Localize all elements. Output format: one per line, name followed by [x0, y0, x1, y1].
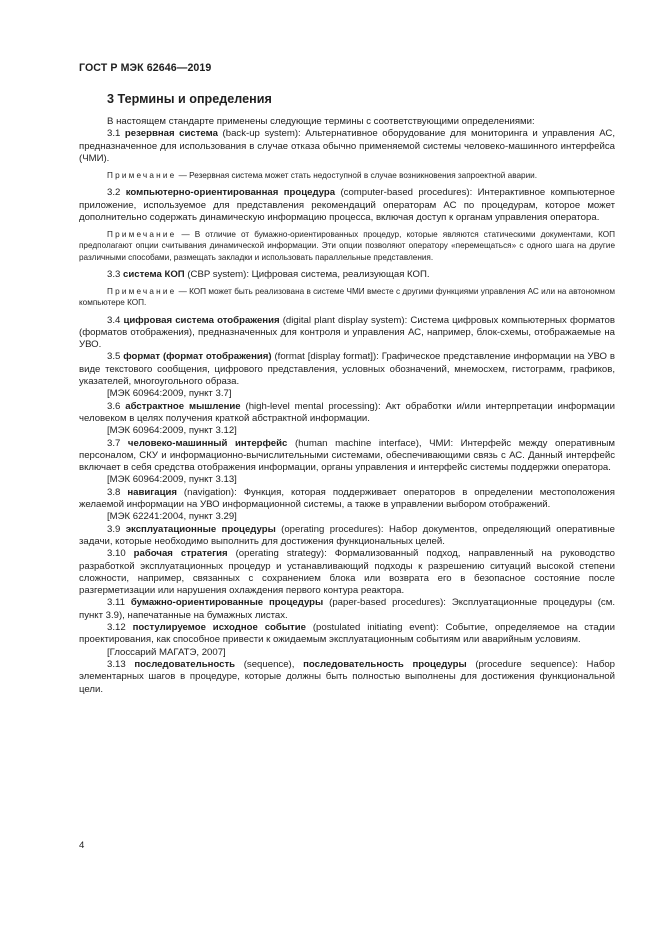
term-definition: (human machine interface), ЧМИ: Интерфейс между оперативным персоналом, СКУ и информационно-вычислительными системами, обеспечивающими связь с АС. Данный интерфейс включает в себя средства отображения информации, органы управления и интерфейс системы поддержки оператора.: [79, 437, 615, 474]
source-reference: [МЭК 60964:2009, пункт 3.12]: [107, 425, 237, 437]
term-name: абстрактное мышление: [125, 400, 241, 412]
note-label: Примечание: [107, 287, 177, 297]
term-definition: (navigation): Функция, которая поддерживает операторов в определении местоположения желаемой информации на УВО информационной системы, а также в управлении выбором отображений.: [79, 486, 615, 511]
term-number: 3.12: [107, 622, 133, 634]
note-text: — КОП может быть реализована в системе ЧМИ вместе с другими функциями управления АС или на автономном компьютере КОП.: [79, 287, 616, 308]
note-3-3: [79, 286, 615, 308]
term-name: навигация: [127, 486, 177, 498]
term-number: 3.5: [107, 351, 124, 363]
term-name-secondary: последовательность процедуры: [303, 658, 467, 670]
term-number: 3.4: [107, 314, 124, 326]
term-name: эксплуатационные процедуры: [125, 523, 276, 535]
term-name: цифровая система отображения: [123, 314, 280, 326]
term-name: компьютерно-ориентированная процедура: [125, 187, 336, 199]
term-number: 3.8: [107, 486, 128, 498]
source-reference: [МЭК 60964:2009, пункт 3.7]: [107, 388, 232, 400]
term-number: 3.6: [107, 400, 126, 412]
term-3-5: [79, 351, 615, 388]
term-synonym-intro: (sequence),: [235, 658, 304, 670]
term-number: 3.9: [107, 523, 126, 535]
term-definition: (procedure sequence): Набор элементарных шагов в процедуре, которые должны быть полностью выполнены для достижения функциональной цели.: [79, 658, 615, 695]
term-3-9: [79, 524, 615, 549]
term-3-3: [79, 269, 615, 281]
term-definition: (digital plant display system): Система цифровых компьютерных форматов (форматов отображения), предназначенных для контроля и управления АС, например, блок-схемы, отображаемые на УВО.: [79, 314, 615, 351]
term-definition: (back-up system): Альтернативное оборудование для мониторинга и управления АС, предназначенное для использования в случае отказа обычно применяемой системы человеко-машинного интерфейса (ЧМИ).: [79, 128, 615, 164]
term-3-6: [79, 401, 615, 426]
source-reference: [Глоссарий МАГАТЭ, 2007]: [107, 646, 226, 658]
term-3-13: [79, 659, 615, 696]
document-header: ГОСТ Р МЭК 62646—2019: [79, 62, 212, 74]
term-name: рабочая стратегия: [133, 548, 228, 560]
note-text: — Резервная система может стать недоступной в случае возникновения запроектной аварии.: [176, 171, 537, 181]
term-definition: (format [display format]): Графическое представление информации на УВО в виде текстового сообщения, цифрового представления, условных обозначений, мнемосхем, гистограмм, графиков, указателей, многоугольного образа.: [79, 351, 615, 388]
term-3-2: [79, 187, 615, 224]
term-definition: (paper-based procedures): Эксплуатационные процедуры (см. пункт 3.9), напечатанные на бумажных листах.: [79, 597, 615, 621]
term-definition: (operating strategy): Формализованный подход, направленный на руководство разработкой эксплуатационных процедур и устанавливающий подходы к разрешению ситуаций высокой степени сложности, например, связанных с сохранением блока или возврата его в безопасное состояние после разгерметизации или нарушения охлаждения первого контура реактора.: [79, 548, 615, 597]
term-definition: (CBP system): Цифровая система, реализующая КОП.: [184, 268, 430, 280]
source-reference: [МЭК 60964:2009, пункт 3.13]: [107, 474, 237, 486]
intro-paragraph: В настоящем стандарте применены следующие термины с соответствующими определениями:: [107, 116, 535, 127]
term-definition: (postulated initiating event): Событие, определяемое на стадии проектирования, как способное привести к ожидаемым эксплуатационным событиям или аварийным условиям.: [79, 622, 615, 646]
term-3-1: [79, 128, 615, 165]
term-number: 3.1: [107, 128, 125, 140]
terms-section: [79, 116, 615, 696]
note-text: — В отличие от бумажно-ориентированных процедур, которые являются статическими документами, КОП предполагают опции считывания динамической информации. Эти опции позволяют оператору «перемещаться» с одного шага на другие различными способами, размещать закладки и использовать параллельные представления.: [79, 230, 615, 262]
note-label: Примечание: [107, 171, 177, 181]
term-name: постулируемое исходное событие: [132, 622, 306, 634]
term-3-7: [79, 438, 615, 475]
term-name: человеко-машинный интерфейс: [127, 437, 288, 449]
term-name: бумажно-ориентированные процедуры: [130, 597, 324, 609]
term-name: формат (формат отображения): [123, 351, 272, 363]
note-label: Примечание: [107, 230, 177, 240]
term-definition: (computer-based procedures): Интерактивное компьютерное приложение, используемое для представления рекомендаций операторам АС по процедурам, которое может дополнительно содержать динамическую информацию процесса, включая доступ к органам управления оператора.: [79, 187, 615, 223]
term-number: 3.3: [107, 268, 124, 280]
section-title: 3 Термины и определения: [107, 92, 272, 106]
page-number: 4: [79, 840, 85, 851]
term-name: последовательность: [134, 658, 236, 670]
term-number: 3.11: [107, 597, 131, 609]
term-name: система КОП: [123, 268, 185, 280]
term-number: 3.10: [107, 548, 134, 560]
term-3-8: [79, 487, 615, 512]
note-3-1: [79, 170, 615, 181]
term-3-11: [79, 597, 615, 622]
term-definition: (operating procedures): Набор документов, определяющий оперативные задачи, которые необходимо выполнить для достижения функциональных целей.: [79, 523, 615, 547]
term-3-10: [79, 548, 615, 597]
term-name: резервная система: [124, 128, 218, 140]
source-reference: [МЭК 62241:2004, пункт 3.29]: [107, 511, 237, 523]
term-3-4: [79, 315, 615, 352]
term-number: 3.13: [107, 658, 135, 670]
term-3-12: [79, 622, 615, 647]
term-definition: (high-level mental processing): Акт обработки и/или интерпретации информации человеком в целях получения краткой абстрактной информации.: [79, 400, 615, 424]
term-number: 3.7: [107, 437, 128, 449]
term-number: 3.2: [107, 187, 126, 199]
note-3-2: [79, 229, 615, 263]
